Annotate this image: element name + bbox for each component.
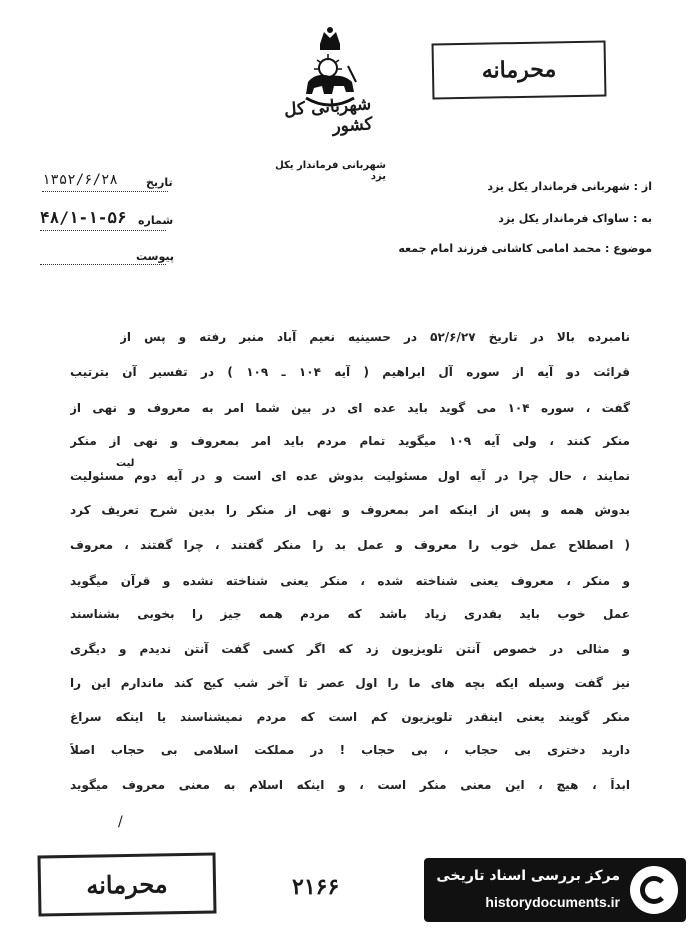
- body-line-10: و مثالی در خصوص آنتن تلویزیون زد که اگر کسی گفت آنتن ندیدم و دیگری: [70, 642, 630, 656]
- body-line-1: نامبرده بالا در تاریخ ۵۲/۶/۲۷ در حسینیه نعیم آباد منبر رفته و پس از: [120, 330, 630, 344]
- body-line-9: عمل خوب باید بقدری زیاد باشد که مردم همه جیز را بخوبی بشناسند: [70, 607, 630, 621]
- archive-title: مرکز بررسی اسناد تاریخی: [436, 868, 620, 884]
- body-line-13: دارید دختری بی حجاب ، بی حجاب ! در مملکت اسلامی بی حجاب اصلاً: [70, 743, 630, 757]
- body-line-8: و منکر ، معروف یعنی شناخته شده ، منکر یعنی شناخته نشده و قرآن میگوید: [70, 574, 630, 588]
- body-line-3: گفت ، سوره ۱۰۴ می گوید باید عده ای در بین شما امر به معروف و نهی از: [70, 401, 630, 415]
- archive-url: historydocuments.ir: [485, 894, 620, 910]
- body-line-5: نمایند ، حال چرا در آیه اول مسئولیت بدوش عده ای است و در آیه دوم مسئولیت: [70, 469, 630, 483]
- number-label: شماره: [138, 214, 174, 227]
- body-line-4: منکر کنند ، ولی آیه ۱۰۹ میگوید تمام مردم باید امر بمعروف و نهی از منکر: [70, 434, 630, 448]
- handwritten-number: ۲۱۶۶: [292, 874, 340, 900]
- end-mark: /: [118, 814, 123, 830]
- number-value: ۴۸/۱-۱-۵۶: [40, 208, 127, 227]
- ministry-title: شهربانی کل کشور: [283, 94, 374, 137]
- archive-footer-logo: [424, 858, 686, 922]
- attachment-divider: [40, 264, 166, 265]
- date-label: تاریخ: [146, 176, 173, 189]
- body-line-14: ابداً ، هیچ ، این معنی منکر است ، و اینکه اسلام به معنی معروف میگوید: [70, 778, 630, 792]
- subject-line: موضوع : محمد امامی کاشانی فرزند امام جمعه: [398, 242, 652, 255]
- confidential-stamp-top: محرمانه: [432, 40, 607, 99]
- number-divider: [40, 230, 166, 231]
- confidential-stamp-bottom: محرمانه: [37, 852, 216, 916]
- body-line-12: منکر گویند یعنی اینقدر تلویزیون کم است که مردم نمیشناسند یا اینکه سراغ: [70, 710, 630, 724]
- body-line-6: بدوش همه و پس از اینکه امر بمعروف و نهی از منکر را بدین شرح تعریف کرد: [70, 503, 630, 517]
- body-line-11: نیز گفت وسیله ایکه بچه های ما را اول عصر تا آخر شب کیج کند ماندارم این را: [70, 676, 630, 690]
- to-line: به : ساواک فرماندار یکل یزد: [498, 212, 652, 225]
- date-value: ۱۳۵۲/۶/۲۸: [42, 172, 118, 188]
- attachment-label: پیوست: [136, 250, 174, 263]
- date-divider: [42, 191, 168, 192]
- body-line-2: قرائت دو آیه از سوره آل ابراهیم ( آیه ۱۰۴ ـ ۱۰۹ ) در تفسیر آن بترتیب: [70, 365, 630, 379]
- archive-logo-icon: [630, 866, 678, 914]
- governorate-subtitle: شهربانی فرماندار یکل یزد: [275, 160, 386, 182]
- from-line: از : شهربانی فرماندار یکل یزد: [487, 180, 652, 193]
- margin-note: لیت: [116, 458, 135, 469]
- body-line-7: ( اصطلاح عمل خوب را معروف و عمل بد را منکر گفتند ، چرا گفتند ، معروف: [70, 538, 630, 552]
